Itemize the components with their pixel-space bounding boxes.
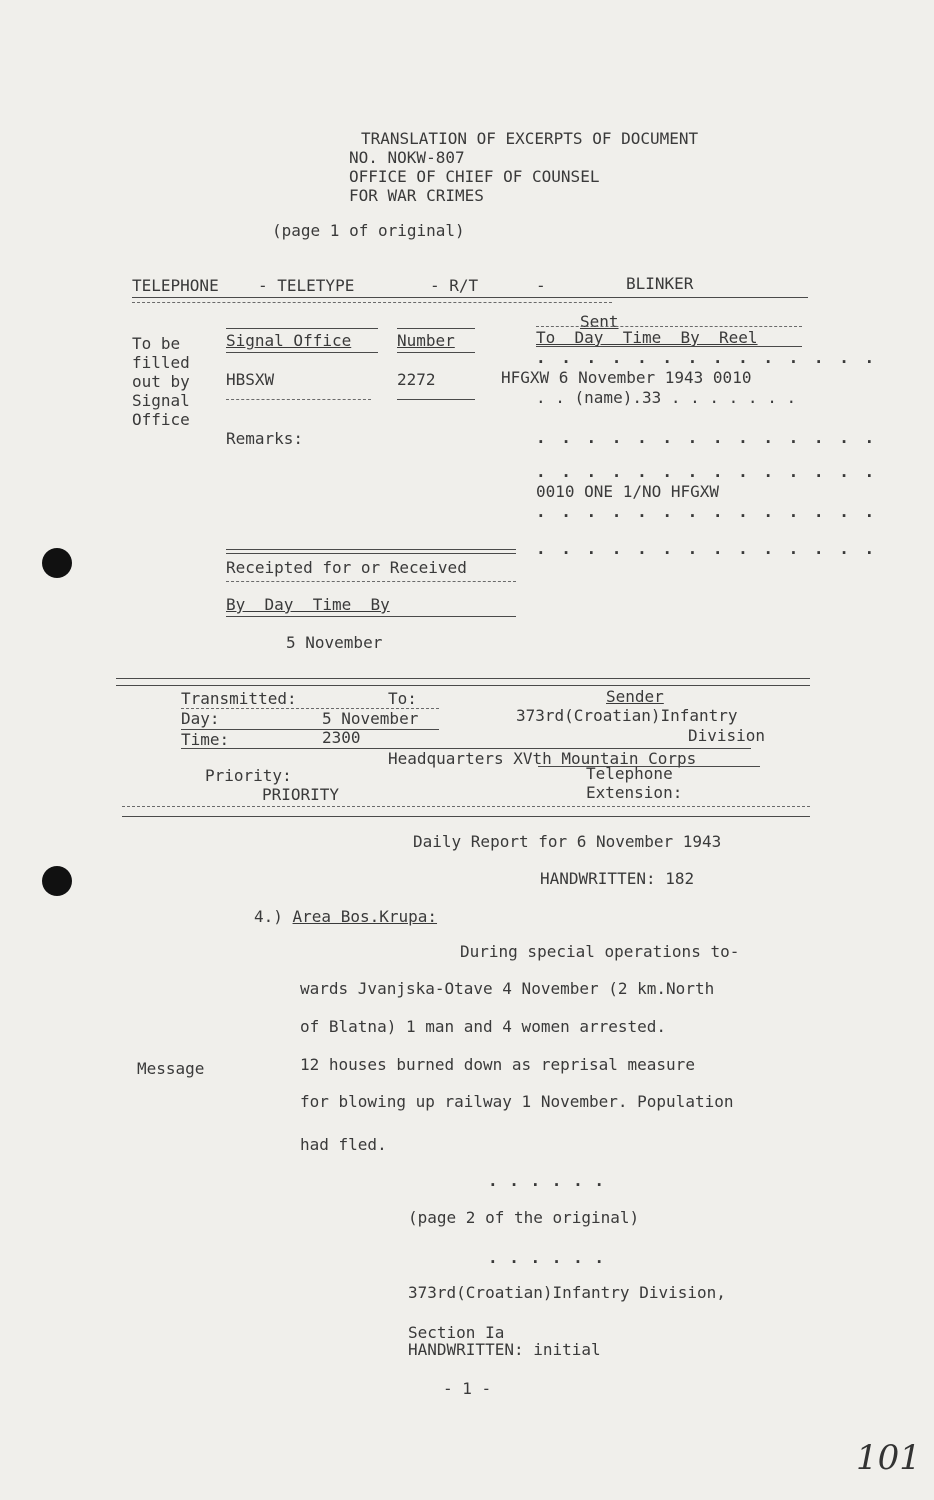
side-label-line-4: Signal [132,391,190,410]
remarks-dots-1: . . . . . . . . . . . . . . [536,428,878,447]
page-number: - 1 - [443,1379,492,1398]
message-side-label: Message [137,1059,205,1078]
punch-hole-top [42,548,72,578]
section-heading [254,908,437,926]
punch-hole-bottom [42,866,72,896]
handwritten-page-stamp: 101 [856,1438,921,1478]
message-line-3: of Blatna) 1 man and 4 women arrested. [300,1017,667,1036]
header-line-2: NO. NOKW-807 [349,148,465,167]
priority-value: PRIORITY [262,785,340,804]
time-value: 2300 [322,728,361,747]
handwritten-note: HANDWRITTEN: 182 [540,869,695,888]
section-area: Area Bos.Krupa: [292,907,438,926]
sent-columns-rule [536,346,802,347]
sent-label: Sent [580,312,619,331]
remarks-dots-4: . . . . . . . . . . . . . . [536,539,878,558]
header-line-1: TRANSLATION OF EXCERPTS OF DOCUMENT [361,129,699,148]
number-rule [397,328,475,329]
mode-blinker: BLINKER [626,274,694,293]
sent-dots-1: . . . . . . . . . . . . . . [536,348,878,367]
sent-columns: To Day Time By Reel [536,328,758,347]
sent-row-2: . . (name).33 . . . . . . . [536,388,797,407]
transmitted-label: Transmitted: [181,689,297,708]
side-label-line-1: To be [132,334,181,353]
time-label: Time: [181,730,230,749]
header-line-3: OFFICE OF CHIEF OF COUNSEL [349,167,600,186]
day-label: Day: [181,709,220,728]
number-value: 2272 [397,370,436,389]
number-blank-rule [397,399,475,400]
sender-line-1: 373rd(Croatian)Infantry [516,706,738,725]
sent-rule [536,326,802,327]
remarks-label: Remarks: [226,429,304,448]
receipted-day: 5 November [286,633,383,652]
number-underline [397,352,475,353]
signal-office-value: HBSXW [226,370,275,389]
signal-office-rule [226,328,378,329]
priority-label: Priority: [205,766,292,785]
mode-rule-thin [132,302,612,303]
receipted-columns: By Day Time By [226,595,390,614]
ellipsis-2: . . . . . . [488,1248,605,1267]
mode-dash: - [536,276,546,295]
receipted-label: Receipted for or Received [226,558,467,577]
section-ia: Section Ia [408,1323,505,1342]
mode-rt: - R/T [430,276,479,295]
sender-label: Sender [606,687,664,706]
message-line-5: for blowing up railway 1 November. Population [300,1092,734,1111]
code-line: 0010 ONE 1/NO HFGXW [536,482,720,501]
sent-row-1: HFGXW 6 November 1943 0010 [501,368,752,387]
sender-line-2: Division [688,726,766,745]
to-label: To: [388,689,417,708]
mode-telephone: TELEPHONE [132,276,219,295]
remarks-dots-2: . . . . . . . . . . . . . . [536,462,878,481]
transmit-rule-bottom-2 [122,816,810,817]
side-label-line-3: out by [132,372,190,391]
page-note: (page 1 of original) [272,221,465,240]
page2-note: (page 2 of the original) [408,1208,640,1227]
message-line-4: 12 houses burned down as reprisal measure [300,1055,695,1074]
transmit-rule-top-2 [116,685,810,686]
mode-rule [132,297,808,298]
signal-office-blank-rule [226,399,371,400]
to-value: Headquarters XVth Mountain Corps [388,749,697,768]
receipted-rule [226,581,516,582]
side-label-line-2: filled [132,353,190,372]
extension-label: Extension: [586,783,683,802]
message-line-6: had fled. [300,1135,387,1154]
side-label-line-5: Office [132,410,190,429]
message-line-1: During special operations to- [460,942,740,961]
signal-office-underline [226,352,378,353]
ellipsis-1: . . . . . . [488,1171,605,1190]
remarks-dots-3: . . . . . . . . . . . . . . [536,502,878,521]
number-label: Number [397,331,455,350]
transmit-rule-top-1 [116,678,810,679]
telephone-label: Telephone [586,764,673,783]
receipted-columns-rule [226,616,516,617]
mode-teletype: - TELETYPE [258,276,355,295]
receipted-rule-top-2 [226,553,516,554]
section-number: 4.) [254,907,293,926]
handwritten-initial: HANDWRITTEN: initial [408,1340,601,1359]
division-line: 373rd(Croatian)Infantry Division, [408,1283,726,1302]
message-line-2: wards Jvanjska-Otave 4 November (2 km.North [300,979,715,998]
day-value: 5 November [322,709,419,728]
header-line-4: FOR WAR CRIMES [349,186,484,205]
receipted-rule-top-1 [226,549,516,550]
transmit-rule-bottom-1 [122,806,810,807]
message-title: Daily Report for 6 November 1943 [413,832,722,851]
signal-office-label: Signal Office [226,331,352,350]
